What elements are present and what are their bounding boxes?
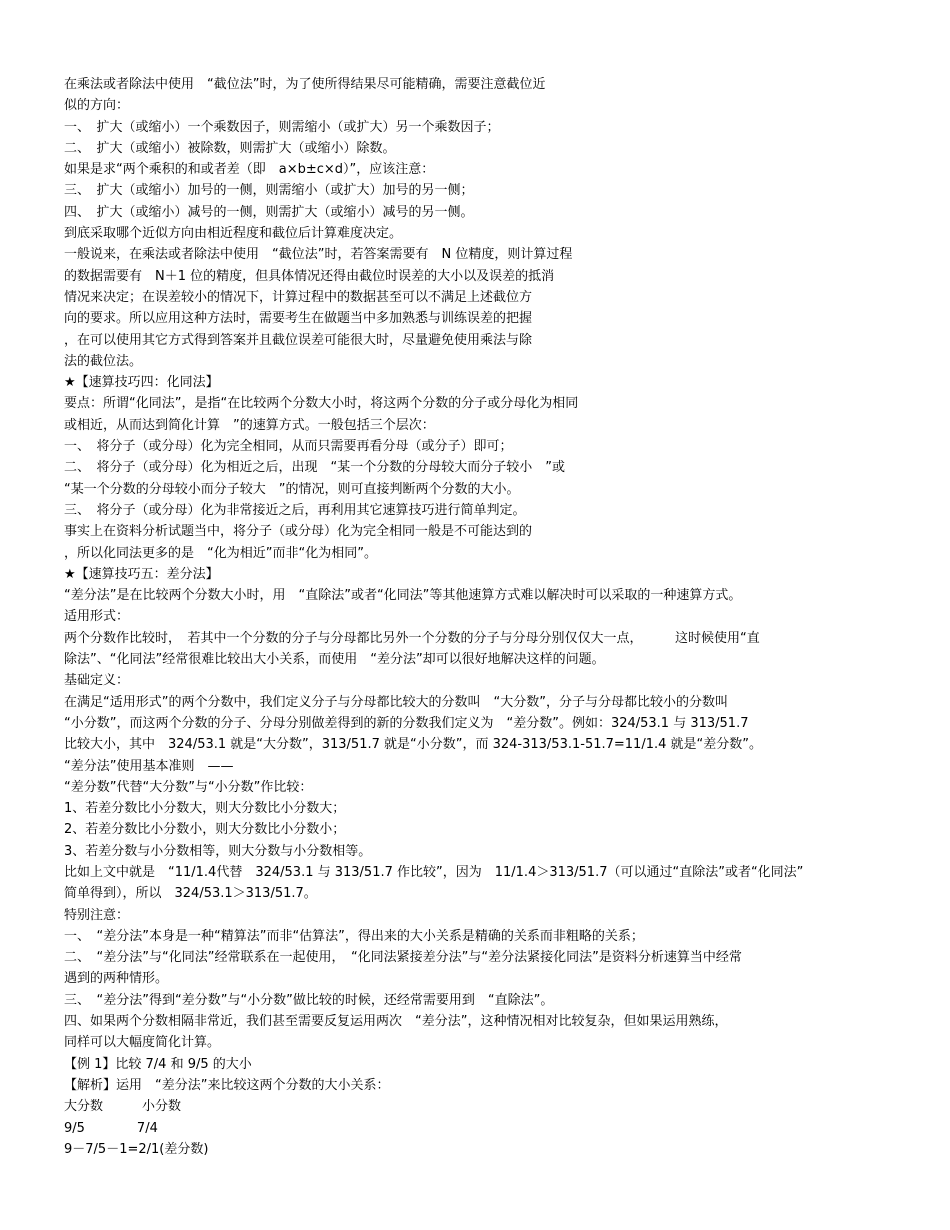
document-body (64, 74, 934, 1160)
text-line: 一、 扩大（或缩小）一个乘数因子，则需缩小（或扩大）另一个乘数因子； (64, 119, 500, 135)
text-line: 适用形式： (64, 609, 130, 625)
text-line: 1、若差分数比小分数大，则大分数比小分数大； (64, 801, 346, 817)
text-line: 比较大小，其中 324/53.1 就是“大分数”，313/51.7 就是“小分数”，而 324-313/53.1-51.7=11/1.4 就是“差分数”。 (64, 737, 762, 753)
text-line: “差分数”代替“大分数”与“小分数”作比较： (64, 779, 313, 795)
text-line: 向的要求。所以应用这种方法时，需要考生在做题当中多加熟悉与训练误差的把握 (64, 311, 533, 327)
text-line: 二、 扩大（或缩小）被除数，则需扩大（或缩小）除数。 (64, 140, 396, 156)
text-line: 两个分数作比较时， 若其中一个分数的分子与分母都比另外一个分数的分子与分母分别仅仅大一点， 这时候使用“直 (64, 630, 760, 646)
text-line: 二、 “差分法”与“化同法”经常联系在一起使用， “化同法紧接差分法”与“差分法紧接化同法”是资料分析速算当中经常 (64, 950, 742, 966)
text-line: “小分数”，而这两个分数的分子、分母分别做差得到的新的分数我们定义为 “差分数”。例如：324/53.1 与 313/51.7 (64, 715, 749, 731)
text-line: 【解析】运用 “差分法”来比较这两个分数的大小关系： (64, 1077, 390, 1093)
text-line: 基础定义： (64, 673, 130, 689)
text-line: 二、 将分子（或分母）化为相近之后，出现 “某一个分数的分母较大而分子较小 ”或 (64, 460, 565, 476)
text-line: “差分法”使用基本准则 —— (64, 758, 234, 774)
text-line: 法的截位法。 (64, 353, 143, 369)
text-line: ★【速算技巧五：差分法】 (64, 566, 219, 582)
text-line: 到底采取哪个近似方向由相近程度和截位后计算难度决定。 (64, 226, 403, 242)
text-line: 【例 1】比较 7/4 和 9/5 的大小 (64, 1056, 252, 1072)
text-line: 三、 “差分法”得到“差分数”与“小分数”做比较的时候，还经常需要用到 “直除法”。 (64, 992, 554, 1008)
text-line: 似的方向： (64, 98, 130, 114)
text-line: 在乘法或者除法中使用 “截位法”时，为了使所得结果尽可能精确，需要注意截位近 (64, 77, 546, 92)
text-line: ★【速算技巧四：化同法】 (64, 375, 219, 391)
text-line: 情况来决定；在误差较小的情况下，计算过程中的数据甚至可以不满足上述截位方 (64, 289, 533, 305)
text-line: 2、若差分数比小分数小，则大分数比小分数小； (64, 822, 346, 838)
text-line: 四、 扩大（或缩小）减号的一侧，则需扩大（或缩小）减号的另一侧。 (64, 204, 474, 220)
text-line: 9－7/5－1=2/1(差分数) (64, 1141, 209, 1157)
text-line: ，所以化同法更多的是 “化为相近”而非“化为相同”。 (64, 545, 377, 561)
text-line: 一、 “差分法”本身是一种“精算法”而非“估算法”，得出来的大小关系是精确的关系而非粗略的关系； (64, 928, 644, 944)
text-line: 一、 将分子（或分母）化为完全相同，从而只需要再看分母（或分子）即可； (64, 439, 513, 455)
text-line: 3、若差分数与小分数相等，则大分数与小分数相等。 (64, 843, 372, 859)
text-line: 除法”、“化同法”经常很难比较出大小关系，而使用 “差分法”却可以很好地解决这样的问题。 (64, 652, 605, 668)
text-line: 或相近，从而达到简化计算 ”的速算方式。一般包括三个层次： (64, 417, 435, 433)
text-line: 在满足“适用形式”的两个分数中，我们定义分子与分母都比较大的分数叫 “大分数”，分子与分母都比较小的分数叫 (64, 694, 728, 710)
text-line: 比如上文中就是 “11/1.4代替 324/53.1 与 313/51.7 作比较”，因为 11/1.4＞313/51.7（可以通过“直除法”或者“化同法” (64, 864, 804, 880)
text-line: ，在可以使用其它方式得到答案并且截位误差可能很大时，尽量避免使用乘法与除 (64, 332, 533, 348)
text-line: “差分法”是在比较两个分数大小时，用 “直除法”或者“化同法”等其他速算方式难以解决时可以采取的一种速算方式。 (64, 588, 742, 604)
text-line: 特别注意： (64, 907, 130, 923)
text-line: 如果是求“两个乘积的和或者差（即 a×b±c×d）”，应该注意： (64, 162, 435, 178)
text-line: 一般说来，在乘法或者除法中使用 “截位法”时，若答案需要有 N 位精度，则计算过程 (64, 247, 573, 263)
text-line: 四、如果两个分数相隔非常近，我们甚至需要反复运用两次 “差分法”，这种情况相对比较复杂，但如果运用熟练， (64, 1014, 728, 1030)
text-line: 要点：所谓“化同法”，是指“在比较两个分数大小时，将这两个分数的分子或分母化为相同 (64, 396, 579, 412)
text-line: 遇到的两种情形。 (64, 971, 169, 987)
text-line: 事实上在资料分析试题当中，将分子（或分母）化为完全相同一般是不可能达到的 (64, 524, 533, 540)
text-line: 同样可以大幅度简化计算。 (64, 1035, 221, 1051)
text-line: 三、 扩大（或缩小）加号的一侧，则需缩小（或扩大）加号的另一侧； (64, 183, 474, 199)
text-line: 9/5 7/4 (64, 1120, 158, 1136)
text-line: “某一个分数的分母较小而分子较大 ”的情况，则可直接判断两个分数的大小。 (64, 481, 520, 497)
text-line: 的数据需要有 N＋1 位的精度，但具体情况还得由截位时误差的大小以及误差的抵消 (64, 268, 555, 284)
text-line: 大分数 小分数 (64, 1099, 182, 1115)
text-line: 简单得到），所以 324/53.1＞313/51.7。 (64, 886, 317, 902)
text-line: 三、 将分子（或分母）化为非常接近之后，再利用其它速算技巧进行简单判定。 (64, 502, 526, 518)
